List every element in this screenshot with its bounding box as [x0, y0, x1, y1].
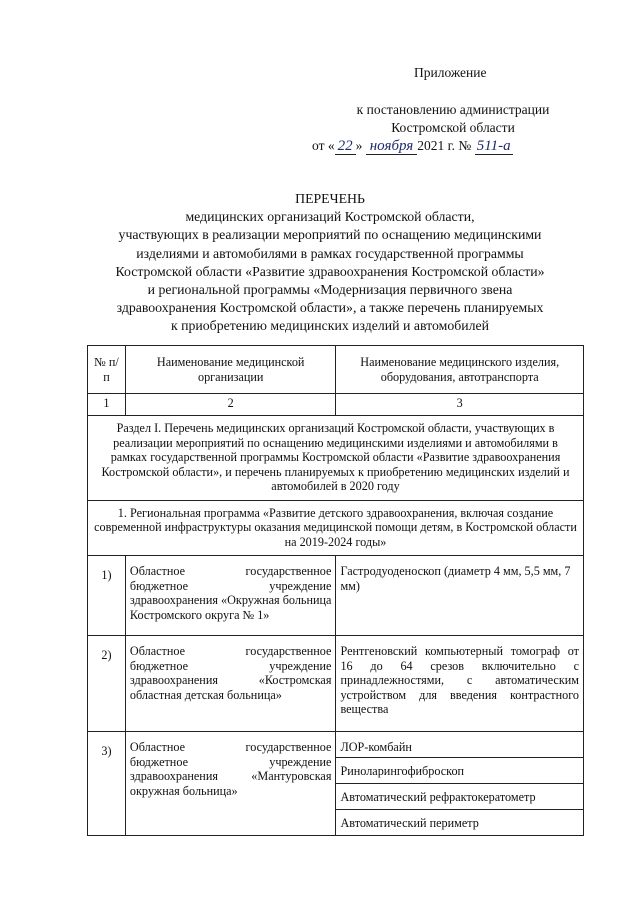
title-line: Костромской области «Развитие здравоохранения Костромской области»: [115, 263, 545, 279]
organization-name: Областное государственное бюджетное учреждение здравоохранения «Окружная больница Костромского округа № 1»: [125, 556, 336, 636]
decree-date-line: [312, 137, 513, 155]
title-line: изделиями и автомобилями в рамках государственной программы: [136, 245, 524, 261]
row-number: 3): [88, 732, 126, 836]
item-name: Рентгеновский компьютерный томограф от 16 до 64 срезов включительно с принадлежностями, с автоматическим устройством для введения контрастного вещества: [336, 636, 584, 732]
header-line-1: к постановлению администрации: [356, 102, 550, 117]
title-line: медицинских организаций Костромской области,: [185, 209, 475, 225]
date-mid: »: [355, 138, 363, 153]
date-prefix: от «: [312, 138, 335, 153]
program-title: 1. Региональная программа «Развитие детского здравоохранения, включая создание современной инфраструктуры оказания медицинской помощи детям, в Костромской области на 2019-2024 годы»: [88, 500, 584, 556]
organization-name: Областное государственное бюджетное учреждение здравоохранения «Костромская областная детская больница»: [125, 636, 336, 732]
title-line: к приобретению медицинских изделий и автомобилей: [170, 318, 490, 334]
col-header-org: Наименование медицинской организации: [125, 346, 336, 394]
title-line: и региональной программы «Модернизация первичного звена: [147, 282, 513, 298]
table-row: [88, 556, 584, 636]
section-title: Раздел I. Перечень медицинских организаций Костромской области, участвующих в реализации мероприятий по оснащению медицинскими изделиями и автомобилями в рамках государственной программы Костромской области «Развитие здравоохранения Костромской области», и перечень планируемых к приобретению медицинских изделий и автомобилей в 2020 году: [88, 416, 584, 501]
organization-name: Областное государственное бюджетное учреждение здравоохранения «Мантуровская окружная больница»: [125, 732, 336, 836]
item-name: Автоматический рефрактокератометр: [336, 784, 584, 810]
row-number: 1): [88, 556, 126, 636]
table-header-row: [88, 346, 584, 394]
col-header-num: № п/п: [88, 346, 126, 394]
appendix-label: Приложение: [414, 65, 487, 80]
col-number: 2: [125, 394, 336, 416]
item-name: Автоматический периметр: [336, 810, 584, 836]
date-suffix: 2021 г. №: [417, 138, 472, 153]
table-row: [88, 732, 584, 758]
row-number: 2): [88, 636, 126, 732]
header-line-2: Костромской области: [391, 120, 515, 135]
program-row: [88, 500, 584, 556]
col-number: 3: [336, 394, 584, 416]
item-name: ЛОР-комбайн: [336, 732, 584, 758]
table-row: [88, 636, 584, 732]
col-number: 1: [88, 394, 126, 416]
document-title: [80, 190, 580, 336]
organizations-table: [87, 345, 584, 836]
date-month: ноября: [366, 138, 418, 155]
item-name: Риноларингофиброскоп: [336, 758, 584, 784]
date-day: 22: [335, 138, 356, 155]
title-line: участвующих в реализации мероприятий по оснащению медицинскими: [118, 227, 542, 243]
col-header-item: Наименование медицинского изделия, оборудования, автотранспорта: [336, 346, 584, 394]
decree-number: 511-а: [476, 138, 511, 154]
section-row: [88, 416, 584, 501]
column-numbers-row: [88, 394, 584, 416]
title-heading: ПЕРЕЧЕНЬ: [295, 191, 365, 206]
item-name: Гастродуоденоскоп (диаметр 4 мм, 5,5 мм, 7 мм): [336, 556, 584, 636]
title-line: здравоохранения Костромской области», а также перечень планируемых: [116, 300, 544, 316]
